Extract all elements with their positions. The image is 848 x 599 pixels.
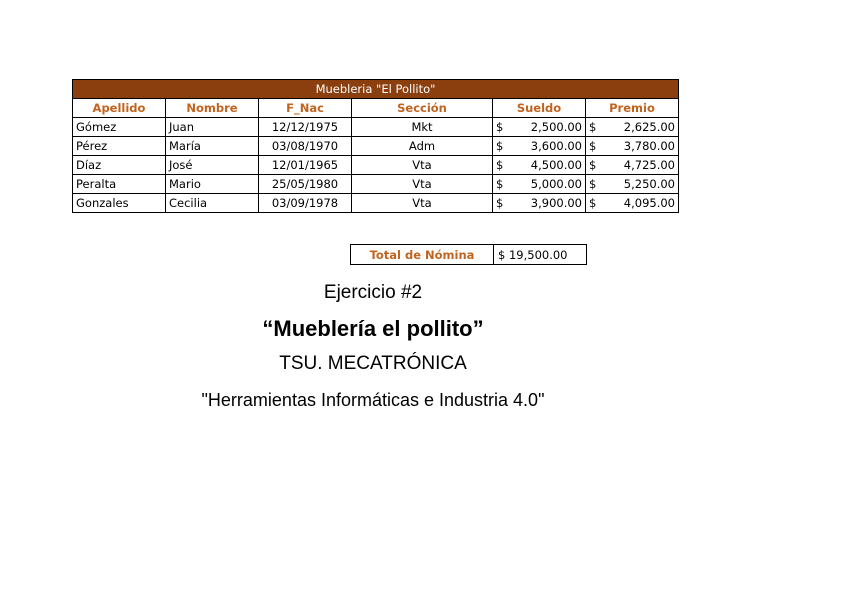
cell-apellido: Pérez [73,137,166,156]
table-row [73,118,679,137]
cell-fnac: 25/05/1980 [259,175,352,194]
cell-nombre: Cecilia [166,194,259,213]
cell-fnac: 03/09/1978 [259,194,352,213]
cell-apellido: Peralta [73,175,166,194]
cell-seccion: Mkt [352,118,493,137]
header-premio: Premio [586,99,679,118]
currency-symbol: $ [589,196,597,210]
payroll-table [72,79,679,213]
cell-seccion: Adm [352,137,493,156]
cell-nombre: Juan [166,118,259,137]
cell-premio [586,156,679,175]
program-label: TSU. MECATRÓNICA [279,353,467,374]
cell-sueldo-value: 3,600.00 [530,139,582,153]
cell-sueldo-value: 4,500.00 [530,158,582,172]
cell-seccion: Vta [352,175,493,194]
cell-premio-value: 2,625.00 [623,120,675,134]
cell-premio-value: 4,725.00 [623,158,675,172]
currency-symbol: $ [496,196,504,210]
cell-sueldo [493,175,586,194]
cell-sueldo-value: 5,000.00 [530,177,582,191]
header-seccion: Sección [352,99,493,118]
table-row [73,194,679,213]
cell-fnac: 12/01/1965 [259,156,352,175]
table-row [73,175,679,194]
table-row [73,137,679,156]
cell-premio-value: 4,095.00 [623,196,675,210]
cell-sueldo-value: 3,900.00 [530,196,582,210]
currency-symbol: $ [589,139,597,153]
cell-seccion: Vta [352,194,493,213]
cell-sueldo [493,137,586,156]
table-title-row [73,80,679,99]
cell-sueldo [493,156,586,175]
cell-apellido: Gonzales [73,194,166,213]
currency-symbol: $ [589,158,597,172]
total-nomina-box [350,244,587,265]
cell-sueldo [493,194,586,213]
cell-nombre: María [166,137,259,156]
cell-seccion: Vta [352,156,493,175]
total-label: Total de Nómina [351,245,494,265]
cell-premio-value: 3,780.00 [623,139,675,153]
header-nombre: Nombre [166,99,259,118]
table-header-row [73,99,679,118]
table-title: Muebleria "El Pollito" [73,80,679,99]
cell-sueldo-value: 2,500.00 [530,120,582,134]
cell-premio [586,137,679,156]
cell-sueldo [493,118,586,137]
document-title: “Mueblería el pollito” [262,316,484,341]
total-value: $ 19,500.00 [494,245,587,265]
exercise-label: Ejercicio #2 [323,282,423,303]
currency-symbol: $ [496,177,504,191]
header-fnac: F_Nac [259,99,352,118]
currency-symbol: $ [496,139,504,153]
cell-premio-value: 5,250.00 [623,177,675,191]
cell-apellido: Díaz [73,156,166,175]
currency-symbol: $ [496,158,504,172]
currency-symbol: $ [589,177,597,191]
currency-symbol: $ [496,120,504,134]
cell-fnac: 03/08/1970 [259,137,352,156]
course-label: "Herramientas Informáticas e Industria 4.0" [201,390,545,410]
cell-apellido: Gómez [73,118,166,137]
header-apellido: Apellido [73,99,166,118]
cell-premio [586,175,679,194]
cell-premio [586,194,679,213]
cell-nombre: José [166,156,259,175]
cell-fnac: 12/12/1975 [259,118,352,137]
cell-premio [586,118,679,137]
cell-nombre: Mario [166,175,259,194]
currency-symbol: $ [589,120,597,134]
header-sueldo: Sueldo [493,99,586,118]
table-row [73,156,679,175]
